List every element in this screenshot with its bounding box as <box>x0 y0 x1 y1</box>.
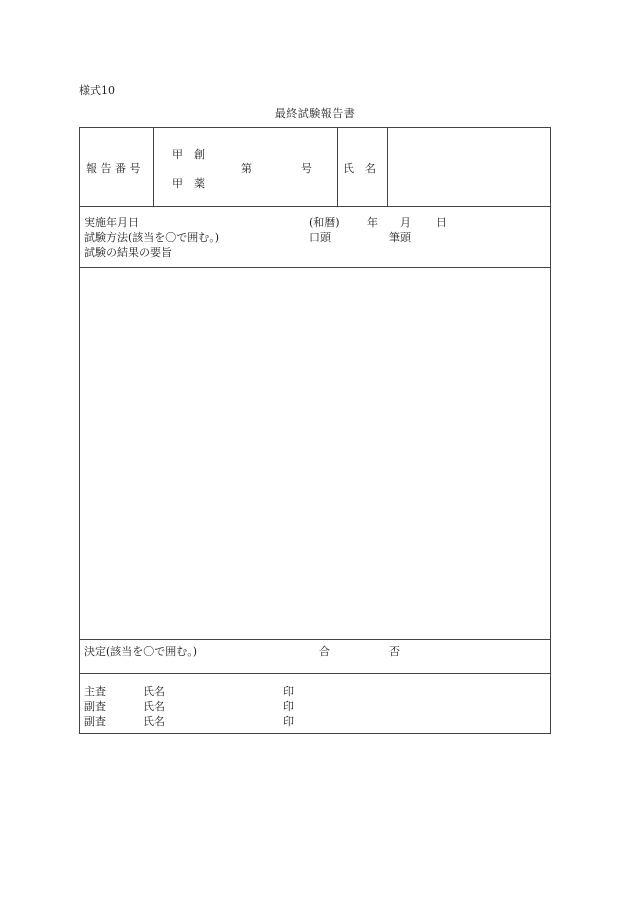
prefix-yaku: 甲 薬 <box>172 177 205 190</box>
method-label: 試験方法(該当を〇で囲む。) <box>84 231 220 244</box>
examiner-seal: 印 <box>283 685 294 698</box>
decision-pass[interactable]: 合 <box>319 645 330 658</box>
document-title: 最終試験報告書 <box>274 107 356 120</box>
divider-line <box>80 206 550 207</box>
method-oral[interactable]: 口頭 <box>309 231 331 244</box>
form-number: 様式10 <box>79 84 115 97</box>
decision-fail[interactable]: 否 <box>389 645 400 658</box>
month-label: 月 <box>400 216 411 229</box>
examiner-name-label: 氏名 <box>143 685 165 698</box>
examiner-role: 主査 <box>84 685 106 698</box>
date-label: 実施年月日 <box>84 216 139 229</box>
dai-label: 第 <box>241 162 252 175</box>
divider-line <box>80 673 550 674</box>
divider-line <box>80 267 550 268</box>
divider-line <box>80 639 550 640</box>
era-label: (和暦) <box>309 216 340 229</box>
report-form-table <box>79 127 551 734</box>
divider-line <box>337 128 338 206</box>
divider-line <box>153 128 154 206</box>
report-number-label: 報 告 番 号 <box>86 162 141 175</box>
summary-area[interactable] <box>84 272 546 634</box>
examiner-name-label: 氏名 <box>143 715 165 728</box>
go-label: 号 <box>301 162 312 175</box>
divider-line <box>387 128 388 206</box>
examiner-role: 副査 <box>84 715 106 728</box>
name-label: 氏 名 <box>343 162 376 175</box>
year-label: 年 <box>367 216 378 229</box>
method-written[interactable]: 筆頭 <box>389 231 411 244</box>
day-label: 日 <box>436 216 447 229</box>
examiner-seal: 印 <box>283 715 294 728</box>
summary-label: 試験の結果の要旨 <box>84 246 172 259</box>
name-field[interactable] <box>392 134 542 200</box>
examiner-name-label: 氏名 <box>143 700 165 713</box>
decision-label: 決定(該当を〇で囲む。) <box>84 645 198 658</box>
prefix-so: 甲 創 <box>172 148 205 161</box>
examiner-role: 副査 <box>84 700 106 713</box>
examiner-seal: 印 <box>283 700 294 713</box>
